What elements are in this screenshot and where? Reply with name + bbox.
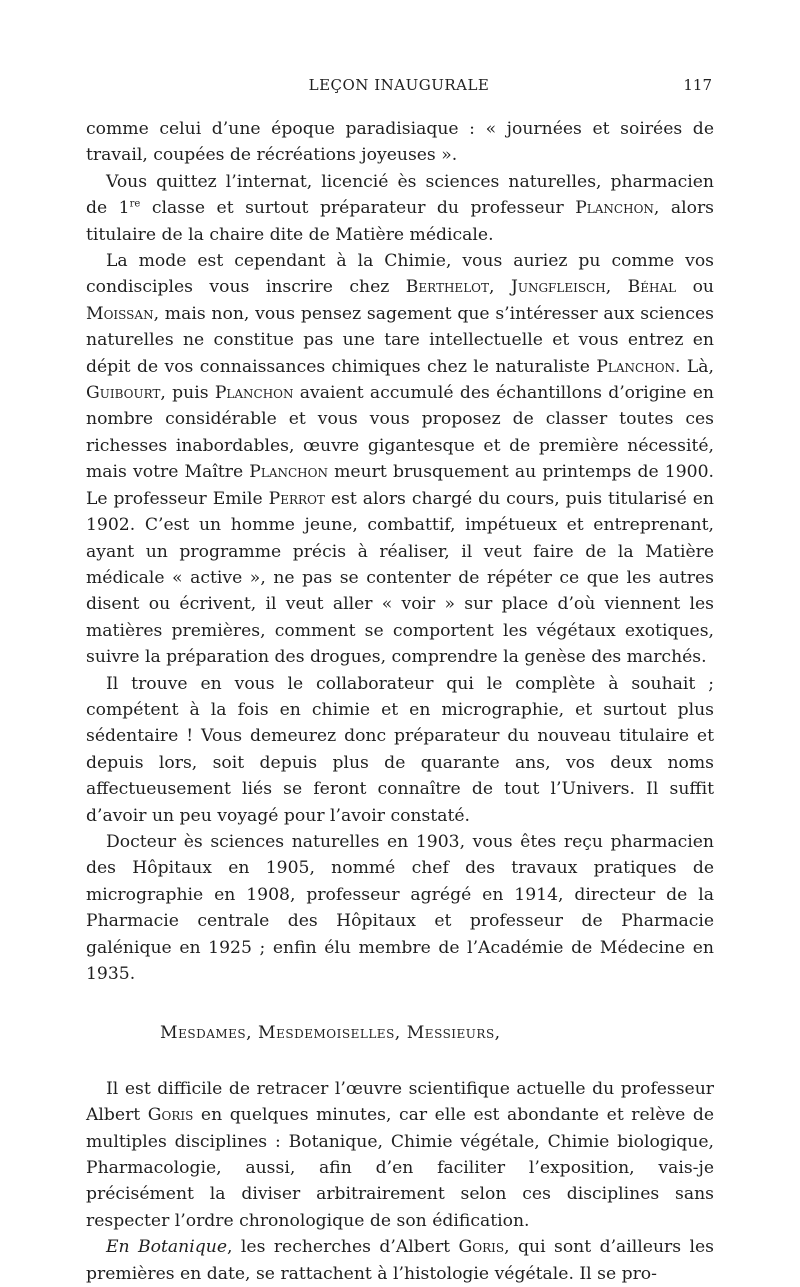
name-behal: Béhal [627,277,677,298]
name-guibourt: Guibourt [86,383,161,404]
name-planchon: Planchon [596,356,676,377]
name-goris: Goris [458,1237,505,1258]
paragraph-collaborateur: Il trouve en vous le collaborateur qui le complète à souhait ; compétent à la fois en chimie et en micrographie, et surtout plus sédentaire ! Vous demeurez donc préparateur du nouveau titulaire et depuis lors, soit depuis plus de quarante ans, vos deux noms affectueusement liés se feront connaître de tout l’Univers. Il suffit d’avoir un peu voyagé pour l’avoir constaté. [86,673,714,826]
paragraph-internat: Vous quittez l’internat, licencié ès sciences naturelles, pharmacien de 1re classe et surtout préparateur du professeur Planchon, alors titulaire de la chaire dite de Matière médicale. [86,171,715,245]
name-jungfleisch: Jungfleisch [510,277,606,298]
page-number: 117 [683,76,712,94]
superscript-re: re [129,198,141,210]
name-perrot: Perrot [268,488,325,509]
name-planchon: Planchon [575,198,654,219]
paragraph-continued: comme celui d’une époque paradisiaque : « journées et soirées de travail, coupées de récréations joyeuses ». [86,119,714,166]
name-planchon: Planchon [249,462,328,483]
running-title: LEÇON INAUGURALE [308,76,490,94]
paragraph-career: Docteur ès sciences naturelles en 1903, vous êtes reçu pharmacien des Hôpitaux en 1905, nommé chef des travaux pratiques de micrographie en 1908, professeur agrégé en 1914, directeur de la Pharmacie centrale des Hôpitaux et professeur de Pharmacie galénique en 1925 ; enfin élu membre de l’Académie de Médecine en 1935. [86,831,714,984]
body-text [86,116,714,1287]
running-header [86,76,712,100]
name-planchon: Planchon [214,383,294,404]
salutation-heading: Mesdames, Mesdemoiselles, Messieurs, [160,1023,501,1044]
paragraph-oeuvre: Il est difficile de retracer l’œuvre scientifique actuelle du professeur Albert Goris en quelques minutes, car elle est abondante et relève de multiples disciplines : Botanique, Chimie végétale, Chimie biologique, Pharmacologie, aussi, afin d’en faciliter l’exposition, vais-je précisément la diviser arbitrairement selon ces disciplines sans respecter l’ordre chronologique de son édification. [86,1078,714,1231]
name-goris: Goris [147,1105,194,1126]
name-moissan: Moissan [86,303,154,324]
paragraph-botanique: En Botanique, les recherches d’Albert Goris, qui sont d’ailleurs les premières en date, se rattachent à l’histologie végétale. Il se pro- [86,1237,714,1284]
name-berthelot: Berthelot [405,277,490,298]
paragraph-chimie: La mode est cependant à la Chimie, vous auriez pu comme vos condisciples vous inscrire chez Berthelot, Jungfleisch, Béhal ou Moissan, mais non, vous pensez sagement que s’intéresser aux sciences naturelles ne constitue pas une tare intellectuelle et vous entrez en dépit de vos connaissances chimiques chez le naturaliste Planchon. Là, Guibourt, puis Planchon avaient accumulé des échantillons d’origine en nombre considérable et vous vous proposez de classer toutes ces richesses inabordables, œuvre gigantesque et de première nécessité, mais votre Maître Planchon meurt brusquement au printemps de 1900. Le professeur Emile Perrot est alors chargé du cours, puis titularisé en 1902. C’est un homme jeune, combattif, impétueux et entreprenant, ayant un programme précis à réaliser, il veut faire de la Matière médicale « active », ne pas se contenter de répéter ce que les autres disent ou écrivent, il veut aller « voir » sur place d’où viennent les matières premières, comment se comportent les végétaux exotiques, suivre la préparation des drogues, comprendre la genèse des marchés. [86,251,714,668]
section-label-botanique: En Botanique [106,1237,227,1258]
